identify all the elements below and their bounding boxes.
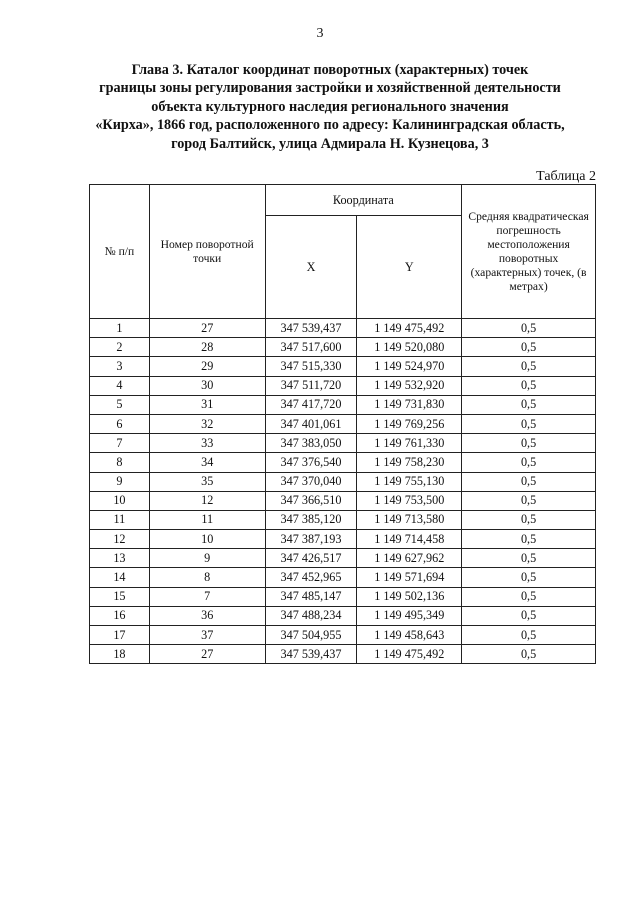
cell-error: 0,5 [462,568,596,587]
cell-y: 1 149 713,580 [357,510,462,529]
cell-point-number: 37 [149,626,265,645]
cell-x: 347 385,120 [265,510,357,529]
header-error: Средняя квадратическая погрешность местоположения поворотных (характерных) точек, (в метрах) [462,185,596,319]
cell-error: 0,5 [462,587,596,606]
header-coordinate: Координата [265,185,462,216]
cell-y: 1 149 532,920 [357,376,462,395]
cell-y: 1 149 761,330 [357,434,462,453]
cell-point-number: 35 [149,472,265,491]
table-row [90,568,596,587]
cell-x: 347 376,540 [265,453,357,472]
cell-index: 11 [90,510,150,529]
cell-x: 347 387,193 [265,530,357,549]
cell-point-number: 8 [149,568,265,587]
cell-error: 0,5 [462,434,596,453]
cell-x: 347 504,955 [265,626,357,645]
cell-x: 347 383,050 [265,434,357,453]
cell-index: 17 [90,626,150,645]
table-row [90,414,596,433]
table-row [90,453,596,472]
cell-point-number: 12 [149,491,265,510]
cell-error: 0,5 [462,319,596,338]
cell-error: 0,5 [462,645,596,664]
cell-y: 1 149 524,970 [357,357,462,376]
cell-x: 347 515,330 [265,357,357,376]
header-point-number: Номер поворотной точки [149,185,265,319]
cell-error: 0,5 [462,376,596,395]
cell-point-number: 30 [149,376,265,395]
cell-point-number: 33 [149,434,265,453]
header-y: Y [357,216,462,319]
heading-line: объекта культурного наследия регионального значения [151,98,509,115]
cell-index: 3 [90,357,150,376]
cell-y: 1 149 571,694 [357,568,462,587]
cell-y: 1 149 475,492 [357,319,462,338]
table-body [90,319,596,664]
cell-y: 1 149 769,256 [357,414,462,433]
cell-point-number: 34 [149,453,265,472]
cell-error: 0,5 [462,414,596,433]
page-number: 3 [316,26,324,41]
cell-index: 6 [90,414,150,433]
cell-index: 2 [90,338,150,357]
table-row [90,319,596,338]
cell-x: 347 426,517 [265,549,357,568]
table-row [90,606,596,625]
cell-point-number: 27 [149,645,265,664]
heading-line: границы зоны регулирования застройки и хозяйственной деятельности [99,80,561,97]
cell-error: 0,5 [462,626,596,645]
cell-y: 1 149 502,136 [357,587,462,606]
cell-y: 1 149 520,080 [357,338,462,357]
table-row [90,587,596,606]
cell-point-number: 7 [149,587,265,606]
cell-index: 16 [90,606,150,625]
cell-index: 14 [90,568,150,587]
cell-error: 0,5 [462,491,596,510]
table-row [90,491,596,510]
cell-x: 347 401,061 [265,414,357,433]
cell-y: 1 149 495,349 [357,606,462,625]
cell-point-number: 11 [149,510,265,529]
cell-x: 347 539,437 [265,645,357,664]
cell-index: 5 [90,395,150,414]
table-row [90,376,596,395]
table-row [90,357,596,376]
heading-line: город Балтийск, улица Адмирала Н. Кузнецова, 3 [171,135,489,152]
cell-error: 0,5 [462,510,596,529]
cell-point-number: 32 [149,414,265,433]
cell-point-number: 10 [149,530,265,549]
cell-y: 1 149 731,830 [357,395,462,414]
cell-error: 0,5 [462,453,596,472]
cell-y: 1 149 755,130 [357,472,462,491]
cell-point-number: 9 [149,549,265,568]
header-x: X [265,216,357,319]
cell-y: 1 149 758,230 [357,453,462,472]
cell-index: 10 [90,491,150,510]
header-index: № п/п [90,185,150,319]
cell-index: 18 [90,645,150,664]
heading-line: Глава 3. Каталог координат поворотных (характерных) точек [131,62,529,78]
cell-x: 347 452,965 [265,568,357,587]
cell-error: 0,5 [462,338,596,357]
cell-y: 1 149 627,962 [357,549,462,568]
cell-point-number: 28 [149,338,265,357]
heading-line: «Кирха», 1866 год, расположенного по адресу: Калининградская область, [95,117,565,134]
cell-error: 0,5 [462,549,596,568]
cell-x: 347 370,040 [265,472,357,491]
cell-index: 13 [90,549,150,568]
cell-index: 12 [90,530,150,549]
table-caption: Таблица 2 [536,169,596,184]
cell-error: 0,5 [462,606,596,625]
cell-index: 7 [90,434,150,453]
cell-point-number: 31 [149,395,265,414]
cell-x: 347 511,720 [265,376,357,395]
cell-index: 8 [90,453,150,472]
cell-error: 0,5 [462,395,596,414]
cell-y: 1 149 475,492 [357,645,462,664]
cell-x: 347 485,147 [265,587,357,606]
table-row [90,645,596,664]
cell-index: 9 [90,472,150,491]
table-row [90,338,596,357]
table-row [90,510,596,529]
cell-point-number: 29 [149,357,265,376]
table-row [90,472,596,491]
cell-x: 347 417,720 [265,395,357,414]
cell-error: 0,5 [462,472,596,491]
cell-y: 1 149 753,500 [357,491,462,510]
cell-point-number: 27 [149,319,265,338]
coordinates-table [89,184,596,664]
cell-x: 347 488,234 [265,606,357,625]
table-row [90,549,596,568]
cell-error: 0,5 [462,357,596,376]
chapter-heading [60,61,600,153]
cell-x: 347 366,510 [265,491,357,510]
cell-y: 1 149 458,643 [357,626,462,645]
cell-y: 1 149 714,458 [357,530,462,549]
table-row [90,434,596,453]
cell-point-number: 36 [149,606,265,625]
cell-x: 347 539,437 [265,319,357,338]
cell-index: 1 [90,319,150,338]
table-row [90,626,596,645]
cell-error: 0,5 [462,530,596,549]
table-row [90,395,596,414]
table-row [90,530,596,549]
cell-x: 347 517,600 [265,338,357,357]
cell-index: 15 [90,587,150,606]
cell-index: 4 [90,376,150,395]
